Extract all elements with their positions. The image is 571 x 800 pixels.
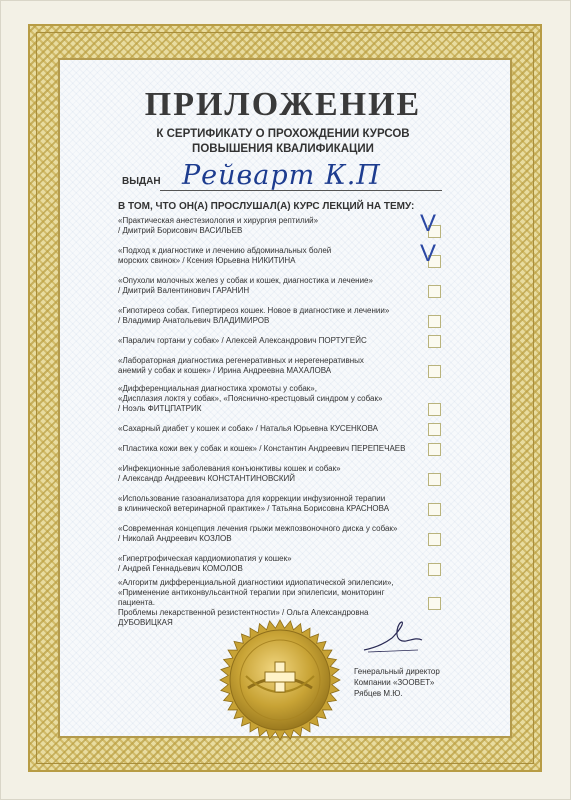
course-checkbox[interactable]: [428, 563, 441, 576]
course-checkbox[interactable]: [428, 473, 441, 486]
course-line: «Пластика кожи век у собак и кошек» / Константин Андреевич ПЕРЕПЕЧАЕВ: [118, 444, 406, 453]
course-line: морских свинок» / Ксения Юрьевна НИКИТИНА: [118, 256, 296, 265]
course-line: «Гипотиреоз собак. Гипертиреоз кошек. Новое в диагностике и лечении»: [118, 306, 390, 315]
course-line: «Лабораторная диагностика регенеративных и нерегенеративных: [118, 356, 364, 365]
course-checkbox[interactable]: [428, 533, 441, 546]
course-checkbox[interactable]: [428, 335, 441, 348]
course-line: «Практическая анестезиология и хирургия рептилий»: [118, 216, 319, 225]
director-line: Рябцев М.Ю.: [354, 689, 403, 698]
course-line: «Дифференциальная диагностика хромоты у собак»,: [118, 384, 317, 393]
course-checkbox[interactable]: [428, 365, 441, 378]
course-checkbox[interactable]: [428, 597, 441, 610]
course-line: / Дмитрий Борисович ВАСИЛЬЕВ: [118, 226, 243, 235]
course-line: «Гипертрофическая кардиомиопатия у кошек»: [118, 554, 292, 563]
course-line: «Алгоритм дифференциальной диагностики идиопатической эпилепсии»,: [118, 578, 394, 587]
course-line: «Применение антиконвульсантной терапии при эпилепсии, мониторинг пациента.: [118, 588, 385, 607]
director-line: Генеральный директор: [354, 667, 440, 676]
course-line: «Дисплазия локтя у собак», «Пояснично-крестцовый синдром у собак»: [118, 394, 383, 403]
course-checkbox[interactable]: [428, 285, 441, 298]
course-item: [118, 444, 418, 454]
course-item: [118, 356, 418, 376]
course-item: [118, 494, 418, 514]
course-checkbox[interactable]: [428, 503, 441, 516]
handwritten-check-mark: V: [420, 240, 437, 267]
course-item: [118, 524, 418, 544]
document-title: ПРИЛОЖЕНИЕ: [144, 86, 422, 123]
course-line: / Андрей Геннадьевич КОМОЛОВ: [118, 564, 243, 573]
director-signature-icon: [358, 618, 428, 658]
subtitle-line: К СЕРТИФИКАТУ О ПРОХОЖДЕНИИ КУРСОВ: [156, 128, 410, 140]
course-checkbox[interactable]: [428, 315, 441, 328]
course-item: [118, 216, 418, 236]
course-line: / Александр Андреевич КОНСТАНТИНОВСКИЙ: [118, 474, 296, 483]
course-item: [118, 306, 418, 326]
course-line: / Николай Андреевич КОЗЛОВ: [118, 534, 232, 543]
course-line: «Использование газоанализатора для коррекции инфузионной терапии: [118, 494, 386, 503]
course-item: [118, 424, 418, 434]
course-item: [118, 246, 418, 266]
gold-seal-icon: [218, 618, 342, 742]
course-line: «Инфекционные заболевания конъюнктивы кошек и собак»: [118, 464, 341, 473]
lead-text: В ТОМ, ЧТО ОН(А) ПРОСЛУШАЛ(А) КУРС ЛЕКЦИЙ НА ТЕМУ:: [118, 201, 415, 212]
course-line: Проблемы лекарственной резистентности» / Ольга Александровна ДУБОВИЦКАЯ: [118, 608, 369, 627]
subtitle-line: ПОВЫШЕНИЯ КВАЛИФИКАЦИИ: [192, 143, 374, 155]
course-line: «Подход к диагностике и лечению абдоминальных болей: [118, 246, 332, 255]
handwritten-check-mark: V: [420, 210, 437, 237]
director-line: Компании «ЗООВЕТ»: [354, 678, 435, 687]
course-checkbox[interactable]: [428, 403, 441, 416]
issued-underline: [160, 190, 442, 191]
course-line: «Паралич гортани у собак» / Алексей Александрович ПОРТУГЕЙС: [118, 336, 367, 345]
course-line: «Опухоли молочных желез у собак и кошек, диагностика и лечение»: [118, 276, 373, 285]
course-line: в клинической ветеринарной практике» / Татьяна Борисовна КРАСНОВА: [118, 504, 390, 513]
issued-label: ВЫДАН: [122, 176, 161, 187]
course-checkbox[interactable]: [428, 443, 441, 456]
course-line: / Ноэль ФИТЦПАТРИК: [118, 404, 202, 413]
course-checkbox[interactable]: [428, 423, 441, 436]
course-line: «Сахарный диабет у кошек и собак» / Наталья Юрьевна КУСЕНКОВА: [118, 424, 379, 433]
course-item: [118, 464, 418, 484]
course-item: [118, 336, 418, 346]
issued-name-handwritten: Рейварт К.П: [182, 160, 381, 191]
course-item: [118, 276, 418, 296]
course-line: «Современная концепция лечения грыжи межпозвоночного диска у собак»: [118, 524, 398, 533]
course-line: / Дмитрий Валентинович ГАРАНИН: [118, 286, 250, 295]
course-line: анемий у собак и кошек» / Ирина Андреевна МАХАЛОВА: [118, 366, 332, 375]
course-item: [118, 554, 418, 574]
course-line: / Владимир Анатольевич ВЛАДИМИРОВ: [118, 316, 270, 325]
course-item: [118, 384, 418, 414]
director-block: [354, 666, 440, 699]
document-subtitle: [58, 127, 508, 157]
